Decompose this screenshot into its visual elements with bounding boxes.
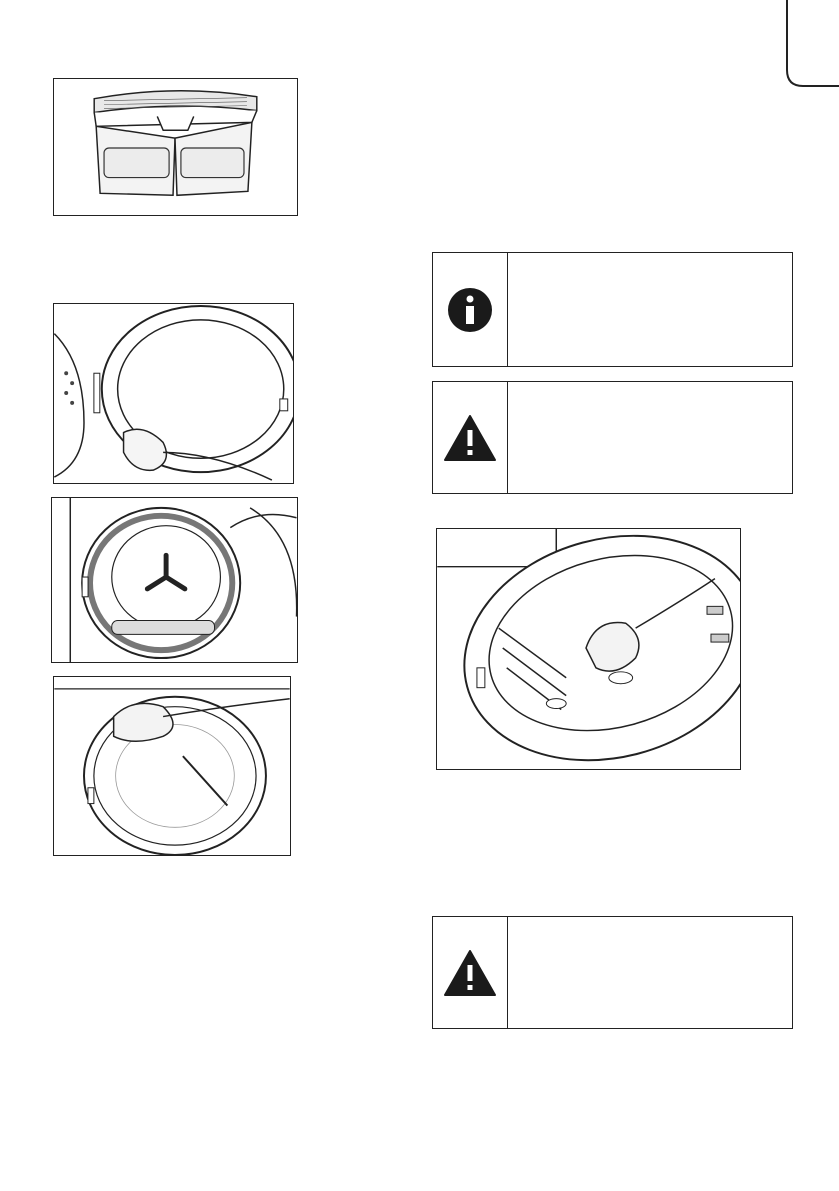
warning-note-2-icon-cell (433, 917, 508, 1028)
drum-seal-illustration (52, 498, 297, 662)
warning-icon (443, 414, 497, 462)
warning-icon (443, 949, 497, 997)
info-icon (447, 287, 493, 333)
info-note-text (508, 253, 792, 366)
warning-note-1-icon-cell (433, 382, 508, 493)
drum-wiping-illustration (54, 677, 290, 855)
warning-note-2-text (508, 917, 792, 1028)
sensor-clean-figure (436, 528, 741, 770)
page-corner-mark (779, 0, 839, 90)
sensor-cleaning-illustration (437, 529, 740, 769)
warning-note-1-text (508, 382, 792, 493)
door-seal-cleaning-illustration (54, 304, 293, 483)
info-note-icon-cell (433, 253, 508, 366)
warning-note-1 (432, 381, 793, 494)
lint-filter-illustration (54, 79, 297, 215)
lint-filter-figure (53, 78, 298, 216)
door-seal-wipe-figure (53, 303, 294, 484)
drum-wipe-figure (53, 676, 291, 856)
info-note (432, 252, 793, 367)
warning-note-2 (432, 916, 793, 1029)
drum-seal-figure (51, 497, 298, 663)
